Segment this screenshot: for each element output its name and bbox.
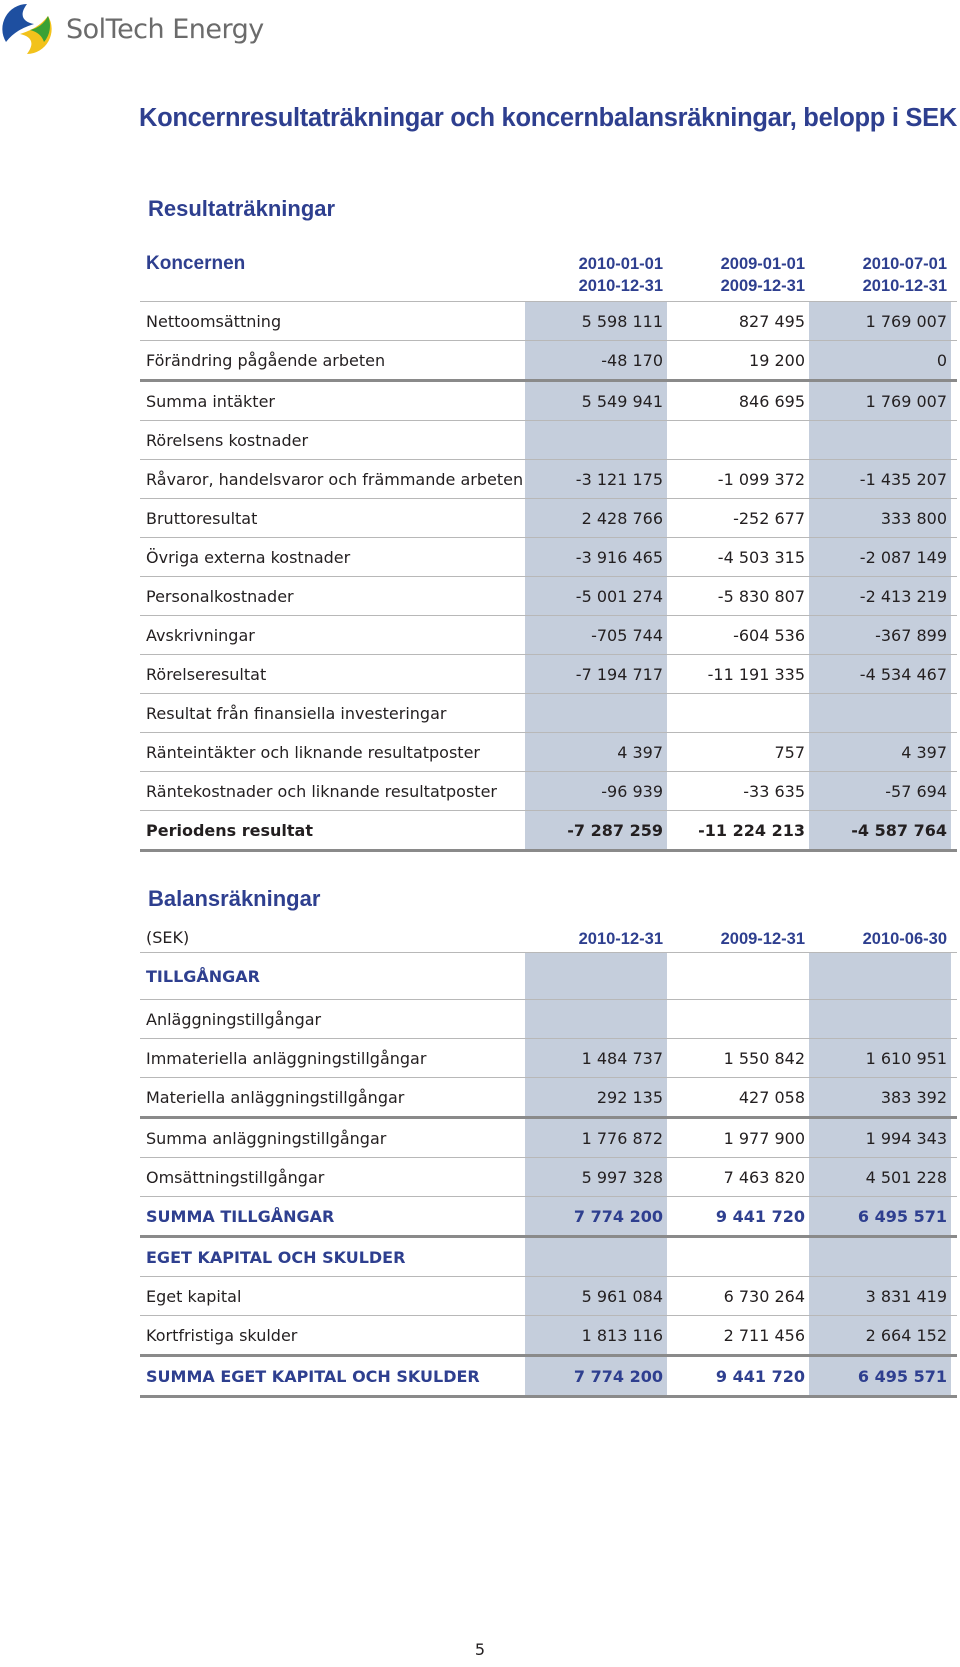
- row-label: Ränteintäkter och liknande resultatposter: [146, 742, 480, 762]
- row-value: 757: [774, 742, 805, 762]
- row-label: Kortfristiga skulder: [146, 1325, 298, 1345]
- table-row: [140, 772, 957, 811]
- row-label: Summa intäkter: [146, 391, 275, 411]
- brand-name: SolTech Energy: [66, 13, 264, 45]
- row-value: -3 916 465: [575, 547, 663, 567]
- row-label: EGET KAPITAL OCH SKULDER: [146, 1247, 406, 1267]
- balance-body: [140, 953, 957, 1398]
- row-value: 19 200: [749, 350, 805, 370]
- income-col-2: 2009-01-01 2009-12-31: [720, 255, 805, 295]
- row-value: 827 495: [738, 311, 805, 331]
- table-row: [140, 341, 957, 382]
- page-number: 5: [474, 1640, 486, 1659]
- row-value: -2 087 149: [859, 547, 947, 567]
- row-label: Nettoomsättning: [146, 311, 282, 331]
- row-value: -57 694: [885, 781, 947, 801]
- row-value: 846 695: [738, 391, 805, 411]
- table-row: [140, 1277, 957, 1316]
- row-value: -11 191 335: [707, 664, 805, 684]
- row-label: Rörelsens kostnader: [146, 430, 309, 450]
- row-value: 333 800: [880, 508, 947, 528]
- row-value: -252 677: [733, 508, 805, 528]
- table-row: [140, 1197, 957, 1238]
- row-value: 292 135: [596, 1087, 663, 1107]
- row-value: 1 769 007: [865, 311, 947, 331]
- row-value: -7 287 259: [567, 820, 663, 840]
- row-label: Förändring pågående arbeten: [146, 350, 386, 370]
- row-value: 1 977 900: [723, 1128, 805, 1148]
- row-value: -4 587 764: [851, 820, 947, 840]
- row-value: -5 830 807: [717, 586, 805, 606]
- row-value: -4 503 315: [717, 547, 805, 567]
- row-value: -367 899: [875, 625, 947, 645]
- table-row: [140, 1357, 957, 1398]
- row-value: -2 413 219: [859, 586, 947, 606]
- table-row: [140, 655, 957, 694]
- row-value: 383 392: [880, 1087, 947, 1107]
- row-label: Råvaror, handelsvaror och främmande arbeten: [146, 469, 524, 489]
- row-label: Periodens resultat: [146, 820, 313, 840]
- row-value: 6 495 571: [857, 1366, 947, 1386]
- row-value: 7 463 820: [723, 1167, 805, 1187]
- table-row: [140, 953, 957, 1000]
- table-row: [140, 302, 957, 341]
- row-value: 5 961 084: [581, 1286, 663, 1306]
- row-value: 5 549 941: [581, 391, 663, 411]
- table-row: [140, 1039, 957, 1078]
- row-value: -1 435 207: [859, 469, 947, 489]
- table-row: [140, 811, 957, 852]
- row-label: Bruttoresultat: [146, 508, 258, 528]
- row-label: Anläggningstillgångar: [146, 1009, 322, 1029]
- row-value: 6 730 264: [723, 1286, 805, 1306]
- row-label: TILLGÅNGAR: [146, 966, 260, 986]
- row-value: -604 536: [733, 625, 805, 645]
- page-title: Koncernresultaträkningar och koncernbalansräkningar, belopp i SEK: [139, 104, 957, 132]
- row-label: SUMMA EGET KAPITAL OCH SKULDER: [146, 1366, 480, 1386]
- row-label: SUMMA TILLGÅNGAR: [146, 1206, 335, 1226]
- row-label: Personalkostnader: [146, 586, 294, 606]
- income-body: [140, 302, 957, 852]
- row-value: -3 121 175: [575, 469, 663, 489]
- row-label: Övriga externa kostnader: [146, 547, 351, 567]
- row-value: 2 711 456: [723, 1325, 805, 1345]
- row-label: Immateriella anläggningstillgångar: [146, 1048, 427, 1068]
- company-logo: [0, 0, 264, 58]
- row-value: 9 441 720: [715, 1366, 805, 1386]
- row-value: 1 776 872: [581, 1128, 663, 1148]
- row-value: 427 058: [738, 1087, 805, 1107]
- row-value: 5 598 111: [581, 311, 663, 331]
- table-row: [140, 1238, 957, 1277]
- soltech-logo-icon: [0, 2, 54, 56]
- row-value: -7 194 717: [575, 664, 663, 684]
- row-value: -48 170: [601, 350, 663, 370]
- row-value: 1 813 116: [581, 1325, 663, 1345]
- balance-col-3: 2010-06-30: [862, 930, 947, 948]
- balance-col-2: 2009-12-31: [720, 930, 805, 948]
- income-col-1: 2010-01-01 2010-12-31: [578, 255, 663, 295]
- row-value: -11 224 213: [698, 820, 805, 840]
- row-value: -96 939: [601, 781, 663, 801]
- table-row: [140, 577, 957, 616]
- row-value: 2 428 766: [581, 508, 663, 528]
- table-row: [140, 538, 957, 577]
- table-row: [140, 1119, 957, 1158]
- balance-section-title: Balansräkningar: [148, 886, 321, 911]
- income-section-title: Resultaträkningar: [148, 196, 336, 221]
- table-row: [140, 1316, 957, 1357]
- row-label: Materiella anläggningstillgångar: [146, 1087, 405, 1107]
- income-header-label: Koncernen: [146, 253, 246, 274]
- balance-header-label: (SEK): [146, 928, 190, 947]
- row-value: 2 664 152: [865, 1325, 947, 1345]
- row-label: Summa anläggningstillgångar: [146, 1128, 387, 1148]
- row-label: Rörelseresultat: [146, 664, 267, 684]
- row-value: 3 831 419: [865, 1286, 947, 1306]
- row-value: 4 501 228: [865, 1167, 947, 1187]
- row-value: 0: [936, 350, 947, 370]
- row-label: Omsättningstillgångar: [146, 1167, 325, 1187]
- row-value: 5 997 328: [581, 1167, 663, 1187]
- balance-col-1: 2010-12-31: [578, 930, 663, 948]
- row-value: 7 774 200: [573, 1206, 663, 1226]
- row-value: 4 397: [617, 742, 663, 762]
- table-row: [140, 1078, 957, 1119]
- row-value: 6 495 571: [857, 1206, 947, 1226]
- row-value: 9 441 720: [715, 1206, 805, 1226]
- table-row: [140, 1158, 957, 1197]
- row-label: Eget kapital: [146, 1286, 242, 1306]
- income-header: [140, 253, 957, 302]
- row-label: Avskrivningar: [146, 625, 255, 645]
- table-row: [140, 460, 957, 499]
- row-label: Räntekostnader och liknande resultatposter: [146, 781, 497, 801]
- row-value: 1 484 737: [581, 1048, 663, 1068]
- row-value: 1 994 343: [865, 1128, 947, 1148]
- table-row: [140, 1000, 957, 1039]
- income-col-3: 2010-07-01 2010-12-31: [862, 255, 947, 295]
- row-value: -33 635: [743, 781, 805, 801]
- row-value: 1 550 842: [723, 1048, 805, 1068]
- row-value: -5 001 274: [575, 586, 663, 606]
- row-value: 4 397: [901, 742, 947, 762]
- table-row: [140, 382, 957, 421]
- row-value: 1 610 951: [865, 1048, 947, 1068]
- table-row: [140, 499, 957, 538]
- row-value: -4 534 467: [859, 664, 947, 684]
- income-table: [140, 253, 957, 852]
- row-label: Resultat från finansiella investeringar: [146, 703, 447, 723]
- balance-header: [140, 928, 957, 953]
- table-row: [140, 421, 957, 460]
- row-value: 7 774 200: [573, 1366, 663, 1386]
- table-row: [140, 694, 957, 733]
- row-value: -1 099 372: [717, 469, 805, 489]
- balance-table: [140, 928, 957, 1398]
- table-row: [140, 733, 957, 772]
- table-row: [140, 616, 957, 655]
- row-value: 1 769 007: [865, 391, 947, 411]
- row-value: -705 744: [591, 625, 663, 645]
